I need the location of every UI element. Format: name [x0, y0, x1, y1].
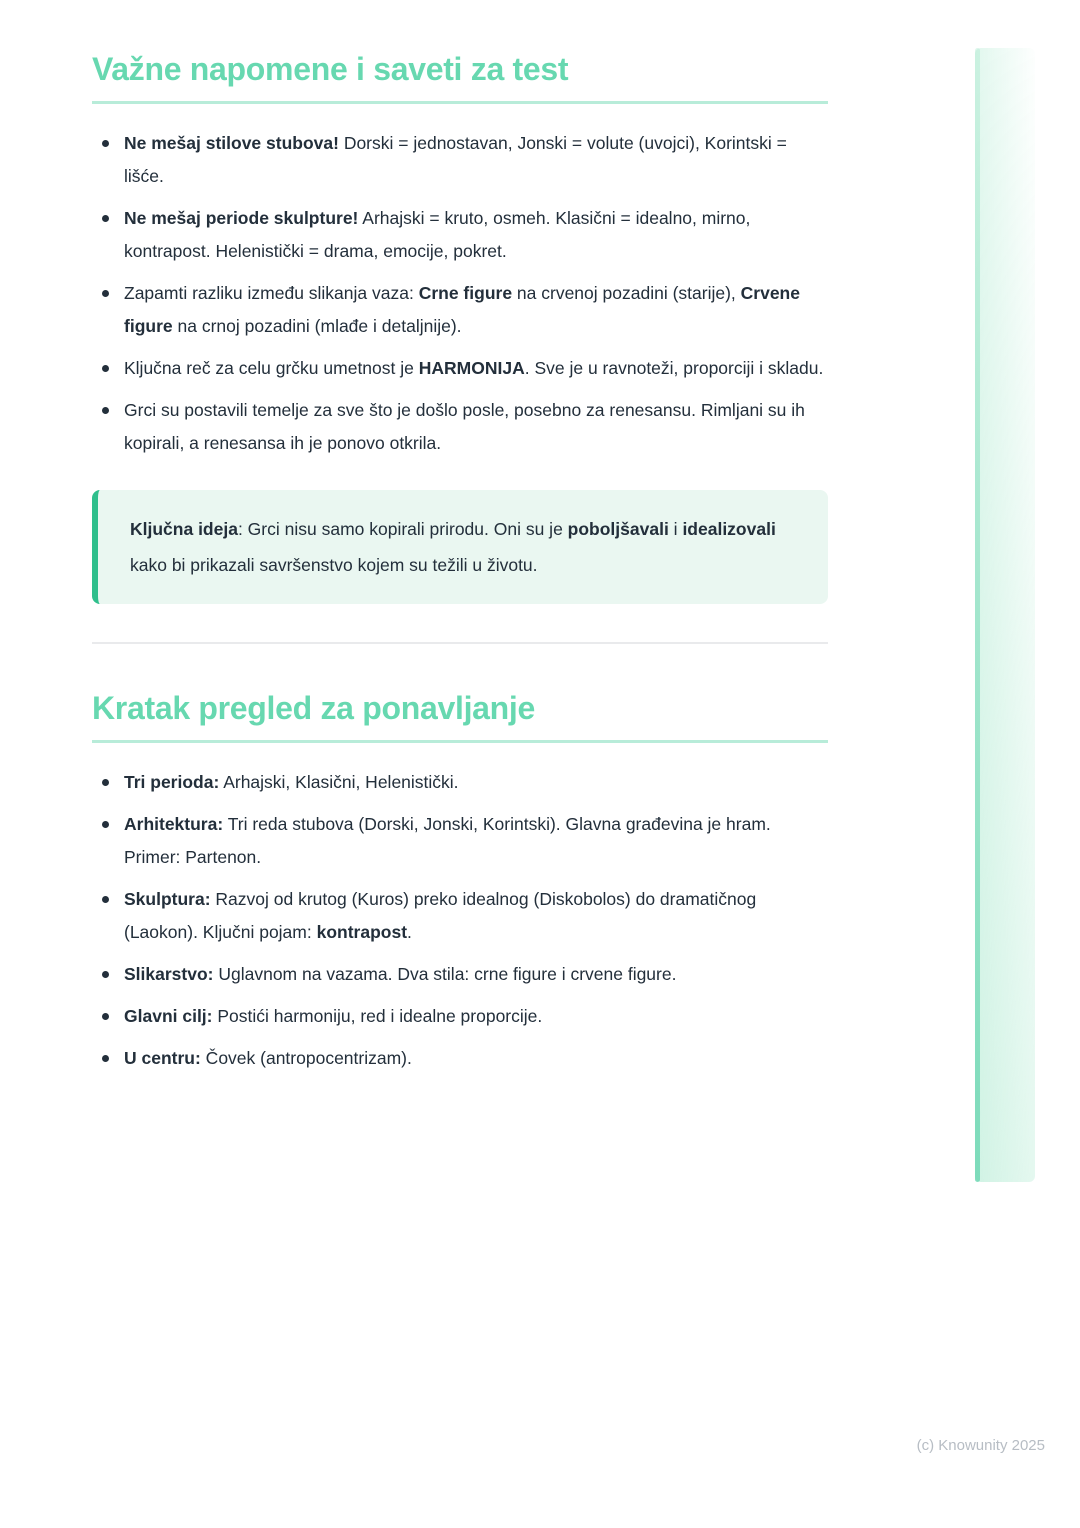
notes-list — [92, 127, 828, 460]
list-item — [92, 127, 828, 193]
review-list — [92, 766, 828, 1075]
bold-text-run: Slikarstvo: — [124, 964, 214, 984]
side-accent-bar-edge — [975, 48, 980, 1182]
section-title-notes: Važne napomene i saveti za test — [92, 51, 828, 104]
section-title-review: Kratak pregled za ponavljanje — [92, 690, 828, 743]
text-run: Grci su postavili temelje za sve što je došlo posle, posebno za renesansu. Rimljani su ih kopirali, a renesansa ih je ponovo otkrila. — [124, 400, 805, 453]
text-run: Arhajski, Klasični, Helenistički. — [219, 772, 459, 792]
list-item — [92, 202, 828, 268]
list-item — [92, 1042, 828, 1075]
bold-text-run: Tri perioda: — [124, 772, 220, 792]
bold-text-run: Crne figure — [418, 283, 513, 303]
list-item — [92, 277, 828, 343]
text-run: Tri reda stubova (Dorski, Jonski, Korintski). Glavna građevina je hram. Primer: Partenon. — [124, 814, 771, 867]
list-item — [92, 766, 828, 799]
bold-text-run: Arhitektura: — [124, 814, 224, 834]
bold-text-run: HARMONIJA — [418, 358, 525, 378]
bold-text-run: idealizovali — [682, 519, 776, 539]
side-accent-bar — [975, 48, 1035, 1182]
text-run: na crnoj pozadini (mlađe i detaljnije). — [172, 316, 462, 336]
list-item — [92, 958, 828, 991]
bold-text-run: poboljšavali — [567, 519, 669, 539]
text-run: Arhajski = kruto, osmeh. Klasični = idealno, mirno, kontrapost. Helenistički = drama, emocije, pokret. — [124, 208, 751, 261]
text-run: . — [407, 922, 412, 942]
bold-text-run: Ne mešaj stilove stubova! — [124, 133, 339, 153]
callout-text — [130, 511, 794, 583]
bold-text-run: Skulptura: — [124, 889, 211, 909]
bold-text-run: U centru: — [124, 1048, 201, 1068]
text-run: kako bi prikazali savršenstvo kojem su težili u životu. — [130, 555, 538, 575]
key-idea-callout — [92, 490, 828, 604]
text-run: Zapamti razliku između slikanja vaza: — [124, 283, 419, 303]
text-run: Postići harmoniju, red i idealne proporcije. — [212, 1006, 543, 1026]
bold-text-run: Glavni cilj: — [124, 1006, 213, 1026]
bold-text-run: kontrapost — [316, 922, 408, 942]
list-item — [92, 808, 828, 874]
text-run: na crvenoj pozadini (starije), — [512, 283, 741, 303]
text-run: Razvoj od krutog (Kuros) preko idealnog (Diskobolos) do dramatičnog (Laokon). Ključni pojam: — [124, 889, 757, 942]
list-item — [92, 394, 828, 460]
text-run: Čovek (antropocentrizam). — [200, 1048, 412, 1068]
section-divider — [92, 642, 828, 644]
text-run: i — [668, 519, 683, 539]
text-run: Ključna reč za celu grčku umetnost je — [124, 358, 419, 378]
footer-credit: (c) Knowunity 2025 — [916, 1437, 1045, 1454]
page-content — [92, 0, 828, 1084]
text-run: . Sve je u ravnoteži, proporciji i skladu. — [524, 358, 824, 378]
list-item — [92, 883, 828, 949]
bold-text-run: Ne mešaj periode skulpture! — [124, 208, 359, 228]
text-run: : Grci nisu samo kopirali prirodu. Oni su je — [237, 519, 568, 539]
list-item — [92, 352, 828, 385]
text-run: Uglavnom na vazama. Dva stila: crne figure i crvene figure. — [213, 964, 677, 984]
list-item — [92, 1000, 828, 1033]
bold-text-run: Crvene figure — [124, 283, 800, 336]
text-run: Dorski = jednostavan, Jonski = volute (uvojci), Korintski = lišće. — [124, 133, 787, 186]
bold-text-run: Ključna ideja — [130, 519, 238, 539]
